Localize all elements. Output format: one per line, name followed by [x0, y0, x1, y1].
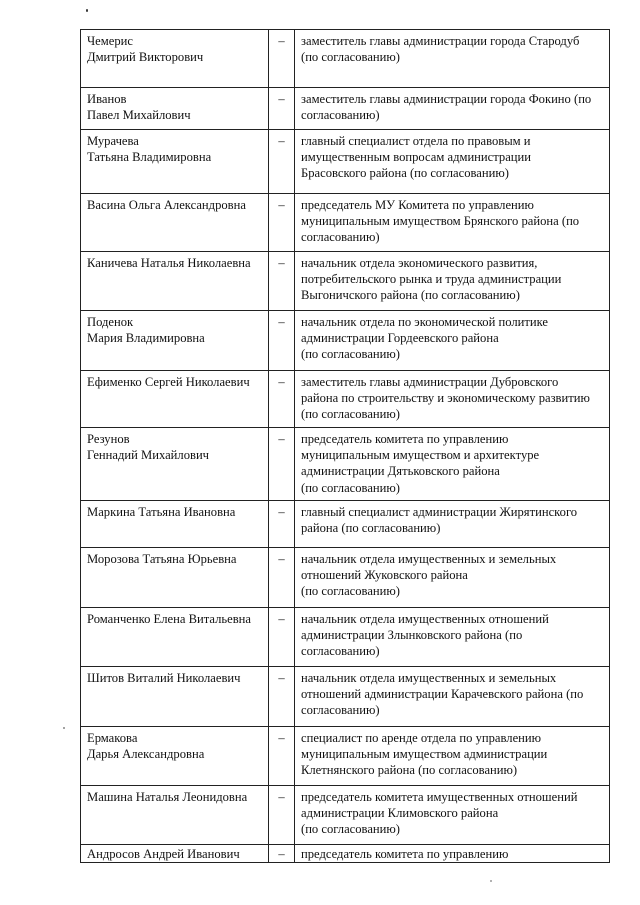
dash: – — [278, 671, 285, 685]
member-role: начальник отдела имущественных и земельных отношений администрации Карачевского района (по согласованию) — [301, 671, 584, 718]
table-row — [81, 501, 610, 548]
member-role: начальник отдела экономического развития, потребительского рынка и труда администрации Выгоничского района (по согласованию) — [301, 256, 562, 303]
dash-cell — [269, 667, 295, 727]
member-role-cell — [295, 252, 610, 311]
member-name: Ермакова Дарья Александровна — [87, 731, 205, 762]
member-role-cell — [295, 130, 610, 194]
member-name-cell — [81, 548, 269, 608]
member-name-cell — [81, 608, 269, 667]
member-role: заместитель главы администрации города Стародуб (по согласованию) — [301, 34, 580, 65]
member-name: Иванов Павел Михайлович — [87, 92, 191, 123]
member-role-cell — [295, 667, 610, 727]
table-row — [81, 667, 610, 727]
table-row — [81, 428, 610, 501]
dash: – — [278, 375, 285, 389]
dash-cell — [269, 548, 295, 608]
member-role: председатель МУ Комитета по управлению муниципальным имуществом Брянского района (по согласованию) — [301, 198, 580, 245]
member-role-cell — [295, 88, 610, 130]
member-role: заместитель главы администрации Дубровского района по строительству и экономическому развитию (по согласованию) — [301, 375, 590, 422]
dash: – — [278, 731, 285, 745]
member-role-cell — [295, 428, 610, 501]
member-role-cell — [295, 548, 610, 608]
member-name-cell — [81, 786, 269, 845]
table-row — [81, 371, 610, 428]
member-role: главный специалист отдела по правовым и имущественным вопросам администрации Брасовского района (по согласованию) — [301, 134, 532, 181]
member-name: Морозова Татьяна Юрьевна — [87, 552, 237, 566]
dash-cell — [269, 252, 295, 311]
member-name: Васина Ольга Александровна — [87, 198, 246, 212]
dash: – — [278, 92, 285, 106]
member-role-cell — [295, 786, 610, 845]
member-role: председатель комитета по управлению муниципальным имуществом и архитектуре администрации Дятьковского района (по согласованию) — [301, 432, 540, 495]
member-name: Резунов Геннадий Михайлович — [87, 432, 210, 463]
member-name-cell — [81, 130, 269, 194]
dash: – — [278, 847, 285, 861]
member-name-cell — [81, 88, 269, 130]
scan-speck — [86, 9, 88, 12]
member-role-cell — [295, 194, 610, 252]
table-row — [81, 845, 610, 863]
member-role-cell — [295, 608, 610, 667]
dash: – — [278, 198, 285, 212]
member-role: председатель комитета по управлению — [301, 847, 509, 861]
dash: – — [278, 432, 285, 446]
member-role: заместитель главы администрации города Фокино (по согласованию) — [301, 92, 592, 123]
member-name-cell — [81, 428, 269, 501]
dash: – — [278, 256, 285, 270]
member-role: председатель комитета имущественных отношений администрации Климовского района (по согласованию) — [301, 790, 578, 837]
member-name: Поденок Мария Владимировна — [87, 315, 205, 346]
member-role: начальник отдела имущественных отношений администрации Злынковского района (по согласованию) — [301, 612, 549, 659]
table-row — [81, 311, 610, 371]
member-name-cell — [81, 252, 269, 311]
dash: – — [278, 612, 285, 626]
member-name-cell — [81, 667, 269, 727]
member-name-cell — [81, 371, 269, 428]
member-name: Шитов Виталий Николаевич — [87, 671, 241, 685]
table-row — [81, 130, 610, 194]
member-role: главный специалист администрации Жирятинского района (по согласованию) — [301, 505, 578, 536]
member-name: Андросов Андрей Иванович — [87, 847, 240, 861]
table-row — [81, 30, 610, 88]
dash-cell — [269, 311, 295, 371]
member-name: Романченко Елена Витальевна — [87, 612, 251, 626]
member-role-cell — [295, 371, 610, 428]
table-row — [81, 194, 610, 252]
member-role: начальник отдела по экономической политике администрации Гордеевского района (по согласованию) — [301, 315, 549, 362]
dash: – — [278, 315, 285, 329]
dash: – — [278, 34, 285, 48]
commission-members-table — [80, 29, 610, 863]
dash-cell — [269, 30, 295, 88]
dash-cell — [269, 786, 295, 845]
member-role-cell — [295, 845, 610, 863]
member-name-cell — [81, 727, 269, 786]
dash-cell — [269, 845, 295, 863]
member-name: Ефименко Сергей Николаевич — [87, 375, 250, 389]
member-name-cell — [81, 194, 269, 252]
member-role-cell — [295, 727, 610, 786]
dash: – — [278, 552, 285, 566]
member-role: специалист по аренде отдела по управлению муниципальным имуществом администрации Клетнянского района (по согласованию) — [301, 731, 548, 778]
scan-speck — [490, 880, 492, 882]
member-name-cell — [81, 30, 269, 88]
member-role-cell — [295, 311, 610, 371]
dash: – — [278, 505, 285, 519]
dash-cell — [269, 608, 295, 667]
member-name: Маркина Татьяна Ивановна — [87, 505, 236, 519]
member-name-cell — [81, 845, 269, 863]
member-role-cell — [295, 30, 610, 88]
member-name: Мурачева Татьяна Владимировна — [87, 134, 212, 165]
dash-cell — [269, 371, 295, 428]
table-row — [81, 786, 610, 845]
dash-cell — [269, 130, 295, 194]
dash: – — [278, 134, 285, 148]
dash-cell — [269, 88, 295, 130]
table-row — [81, 727, 610, 786]
scan-speck — [63, 727, 65, 729]
dash-cell — [269, 428, 295, 501]
member-name: Каничева Наталья Николаевна — [87, 256, 251, 270]
table-row — [81, 548, 610, 608]
member-name: Машина Наталья Леонидовна — [87, 790, 248, 804]
member-name-cell — [81, 501, 269, 548]
dash-cell — [269, 501, 295, 548]
dash-cell — [269, 727, 295, 786]
member-name-cell — [81, 311, 269, 371]
dash-cell — [269, 194, 295, 252]
dash: – — [278, 790, 285, 804]
member-name: Чемерис Дмитрий Викторович — [87, 34, 204, 65]
member-role: начальник отдела имущественных и земельных отношений Жуковского района (по согласованию) — [301, 552, 557, 599]
member-role-cell — [295, 501, 610, 548]
table-row — [81, 88, 610, 130]
table-row — [81, 252, 610, 311]
table-row — [81, 608, 610, 667]
